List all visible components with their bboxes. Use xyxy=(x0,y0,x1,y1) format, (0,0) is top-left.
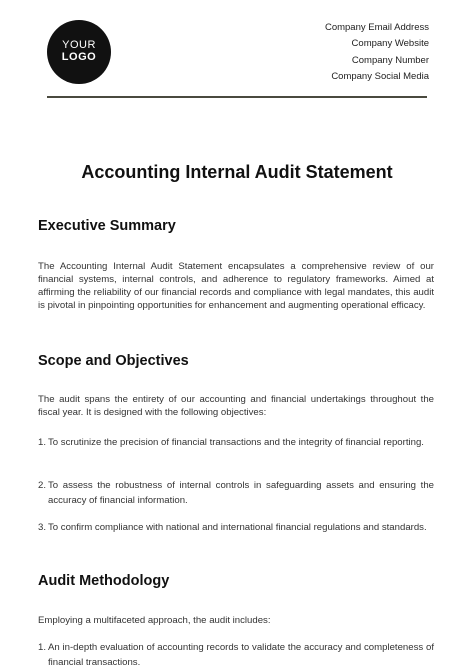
company-logo xyxy=(47,20,111,84)
list-number: 2. xyxy=(38,480,47,491)
list-number: 1. xyxy=(38,642,47,653)
methodology-list-item xyxy=(38,641,434,670)
objective-list-item xyxy=(38,479,434,508)
list-number: 3. xyxy=(38,522,47,533)
section-heading-audit-methodology: Audit Methodology xyxy=(38,573,170,589)
list-text: To assess the robustness of internal controls in safeguarding assets and ensuring the accuracy of financial information. xyxy=(48,480,434,506)
list-text: An in-depth evaluation of accounting records to validate the accuracy and completeness of financial transactions. xyxy=(48,642,434,668)
list-text: To confirm compliance with national and international financial regulations and standards. xyxy=(48,522,427,533)
document-title: Accounting Internal Audit Statement xyxy=(81,162,393,182)
list-text: To scrutinize the precision of financial transactions and the integrity of financial reporting. xyxy=(48,437,424,448)
header-divider xyxy=(47,96,427,98)
executive-summary-paragraph: The Accounting Internal Audit Statement encapsulates a comprehensive review of our financial systems, internal controls, and adherence to regulatory frameworks. Aimed at affirming the reliability of our financial records and compliance with legal mandates, this audit is pivotal in pinpointing opportunities for enhancement and augmenting operational efficacy. xyxy=(38,261,434,311)
objective-list-item xyxy=(38,521,434,536)
company-number: Company Number xyxy=(351,54,429,66)
list-number: 1. xyxy=(38,437,47,448)
scope-intro-paragraph: The audit spans the entirety of our accounting and financial undertakings throughout the fiscal year. It is designed with the following objectives: xyxy=(38,394,434,418)
company-website: Company Website xyxy=(351,38,429,50)
company-email: Company Email Address xyxy=(324,22,429,33)
section-heading-scope-objectives: Scope and Objectives xyxy=(38,353,189,369)
logo-text-logo: LOGO xyxy=(61,51,97,63)
logo-text-your: YOUR xyxy=(62,39,96,52)
company-social-media: Company Social Media xyxy=(331,70,429,82)
methodology-intro-paragraph: Employing a multifaceted approach, the audit includes: xyxy=(38,615,271,626)
objective-list-item xyxy=(38,436,434,451)
section-heading-executive-summary: Executive Summary xyxy=(38,218,176,234)
company-info xyxy=(325,20,429,85)
